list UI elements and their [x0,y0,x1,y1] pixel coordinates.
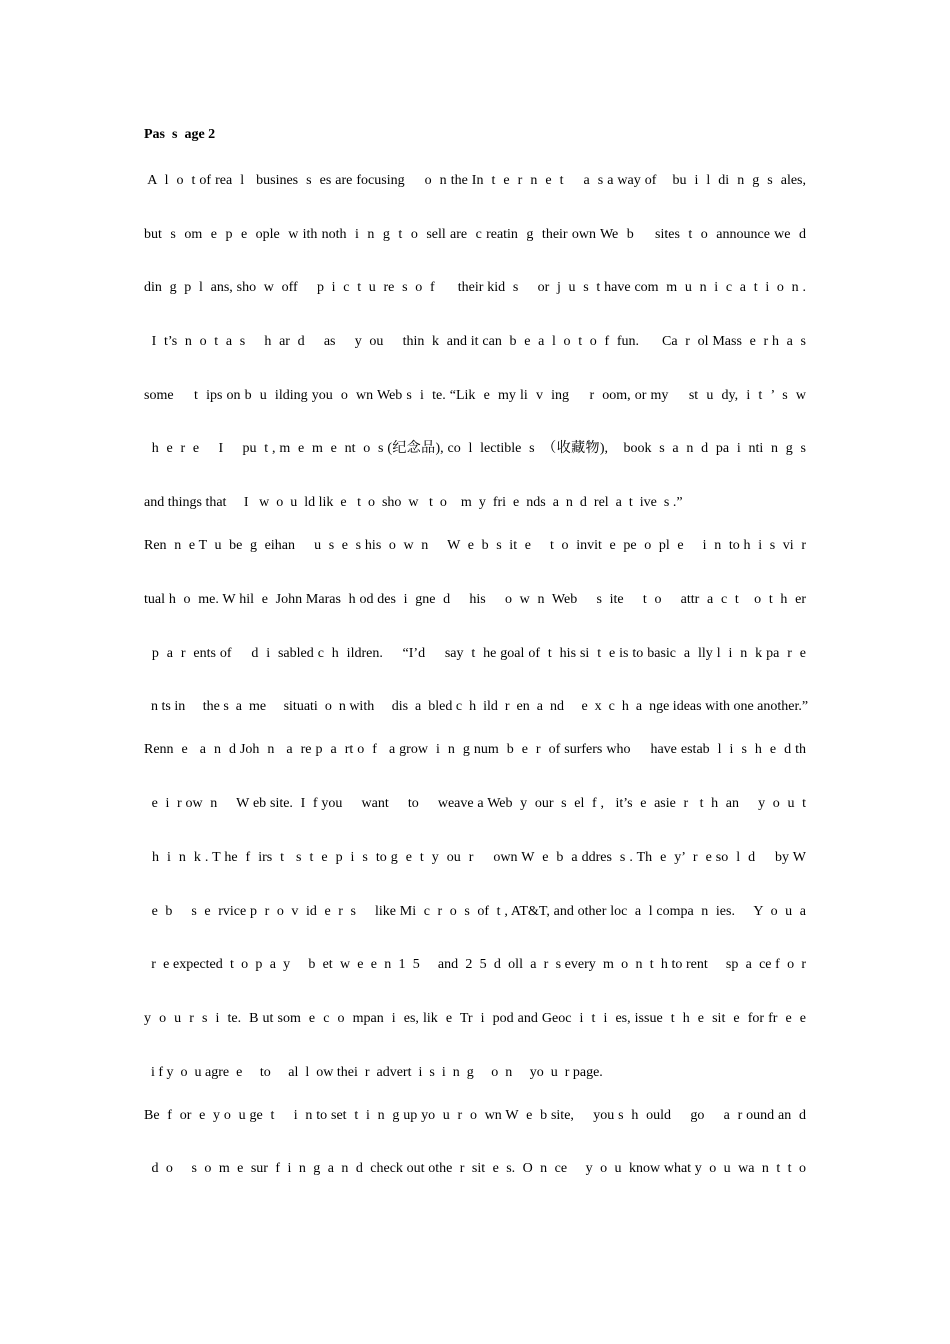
paragraph-3-line-6: y o u r s i te. B ut som e c o mpan i es, lik e Tr i pod and Geoc i t i es, issue t h e sit e for fr e e [144,1011,806,1026]
paragraph-3-line-3: h i n k . T he f irs t s t e p i s to g e t y ou r own W e b a ddres s . Th e y’ r e so l d by W [144,850,806,865]
paragraph-3-line-7: i f y o u agre e to al l ow thei r advert i s i n g o n yo u r page. [144,1065,603,1080]
paragraph-1-line-7: and things that I w o u ld lik e t o sho w t o m y fri e nds a n d rel a t ive s .” [144,495,683,510]
paragraph-2-line-3: p a r ents of d i sabled c h ildren. “I’d say t he goal of t his si t e is to basic a lly l i n k pa r e [144,646,806,661]
paragraph-3-line-5: r e expected t o p a y b et w e e n 1 5 and 2 5 d oll a r s every m o n t h to rent sp a ce f o r [144,957,806,972]
paragraph-1-line-5: some t ips on b u ilding you o wn Web s i te. “Lik e my li v ing r oom, or my st u dy, i t ’ s w [144,388,806,403]
paragraph-3-line-1: Renn e a n d Joh n a re p a rt o f a grow i n g num b e r of surfers who have estab l i s h e d th [144,742,806,757]
paragraph-3-line-4: e b s e rvice p r o v id e r s like Mi c r o s of t , AT&T, and other loc a l compa n ies. Y o u a [144,904,806,919]
paragraph-1-line-1: A l o t of rea l busines s es are focusing o n the In t e r n e t a s a way of bu i l di n g s ales, [144,173,806,188]
paragraph-1-line-3: din g p l ans, sho w off p i c t u re s o f their kid s or j u s t have com m u n i c a t i o n . [144,280,806,295]
paragraph-3-line-2: e i r ow n W eb site. I f you want to weave a Web y our s el f , it’s e asie r t h an y o u t [144,796,806,811]
paragraph-4-line-1: Be f or e y o u ge t i n to set t i n g up yo u r o wn W e b site, you s h ould go a r ound an d [144,1108,806,1123]
paragraph-4-line-2: d o s o m e sur f i n g a n d check out othe r sit e s. O n ce y o u know what y o u wa n t t o [144,1161,806,1176]
paragraph-1-line-6: h e r e I pu t , m e m e nt o s (纪念品), co l lectible s （收藏物), book s a n d pa i nti n g s [144,441,806,456]
paragraph-2-line-1: Ren n e T u be g eihan u s e s his o w n W e b s it e t o invit e pe o pl e i n to h i s vi r [144,538,806,553]
paragraph-1-line-2: but s om e p e ople w ith noth i n g t o sell are c reatin g their own We b sites t o announce we d [144,227,806,242]
paragraph-1-line-4: I t’s n o t a s h ar d as y ou thin k and it can b e a l o t o f fun. Ca r ol Mass e r h a s [144,334,806,349]
paragraph-2-line-4: n ts in the s a me situati o n with dis a bled c h ild r en a nd e x c h a nge ideas with one another.” [144,699,809,714]
passage-heading: Pas s age 2 [144,127,216,142]
paragraph-2-line-2: tual h o me. W hil e John Maras h od des i gne d his o w n Web s ite t o attr a c t o t h er [144,592,806,607]
